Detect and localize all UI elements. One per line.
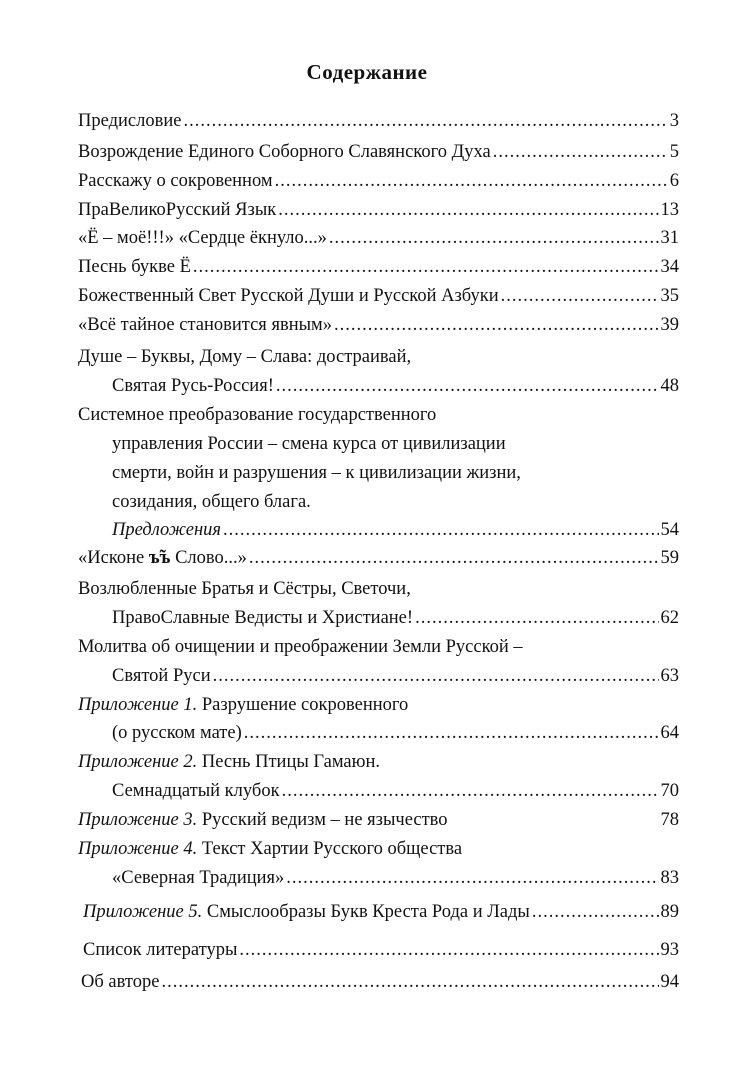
toc-entry-title-cont: управления России – смена курса от цивилизации (112, 434, 506, 454)
toc-entry[interactable] (83, 899, 679, 925)
appendix-label: Приложение 5. (83, 902, 203, 922)
page-title: Содержание (306, 60, 428, 84)
leader-dots (415, 605, 658, 631)
toc-entry-title-cont: Святая Русь-Россия! (112, 376, 274, 396)
toc-page-number: 6 (669, 171, 679, 191)
toc-page-number: 93 (660, 940, 679, 960)
toc-page-number: 39 (660, 315, 679, 335)
toc-entry-title: Об авторе (81, 972, 160, 992)
leader-dots (213, 663, 659, 689)
toc-entry-title[interactable]: Системное преобразование государственного (78, 405, 437, 425)
toc-page-number: 83 (660, 868, 679, 888)
toc-entry-subtitle: Предложения (112, 520, 222, 540)
toc-page-number: 78 (660, 810, 679, 830)
appendix-label: Приложение 2. (78, 752, 198, 772)
toc-page-number: 13 (660, 200, 679, 220)
toc-entry[interactable] (112, 517, 679, 543)
toc-entry-title[interactable]: Возлюбленные Братья и Сёстры, Светочи, (78, 579, 411, 599)
toc-entry[interactable] (78, 197, 679, 223)
toc-entry-title-cont: Семнадцатый клубок (112, 781, 280, 801)
title-part: Русский ведизм – не язычество (197, 810, 448, 830)
leader-dots (244, 720, 659, 746)
toc-entry[interactable] (112, 373, 679, 399)
toc-entry-title: ПраВеликоРусский Язык (78, 200, 277, 220)
appendix-label: Приложение 3. (78, 810, 198, 830)
leader-dots (239, 937, 658, 963)
toc-entry[interactable] (81, 969, 679, 995)
leader-dots (193, 254, 659, 280)
toc-entry-title[interactable] (78, 749, 380, 775)
leader-dots (278, 197, 658, 223)
toc-page-number: 31 (660, 228, 679, 248)
slavonic-glyph: ъ̃ъ (148, 548, 171, 568)
toc-entry-title: «Всё тайное становится явным» (78, 315, 332, 335)
appendix-label: Приложение 4. (78, 839, 198, 859)
title-part: Смыслообразы Букв Креста Рода и Лады (202, 902, 530, 922)
toc-entry[interactable] (112, 605, 679, 631)
toc-page-number: 54 (660, 520, 679, 540)
toc-entry-title (83, 899, 530, 925)
leader-dots (275, 168, 668, 194)
toc-entry-title[interactable] (78, 836, 462, 862)
leader-dots (282, 778, 659, 804)
toc-entry-title (78, 807, 448, 833)
toc-entry-title: «Ё – моё!!!» «Сердце ёкнуло...» (78, 228, 327, 248)
toc-entry[interactable] (78, 283, 679, 309)
toc-entry-title-cont: (о русском мате) (112, 723, 242, 743)
toc-entry[interactable] (78, 168, 679, 194)
toc-entry[interactable] (78, 545, 679, 571)
leader-dots (223, 517, 658, 543)
toc-page-number: 94 (660, 972, 679, 992)
leader-dots (329, 225, 659, 251)
toc-entry-title[interactable]: Душе – Буквы, Дому – Слава: достраивай, (78, 347, 412, 367)
leader-dots (249, 545, 659, 571)
toc-page-number: 34 (660, 257, 679, 277)
toc-page-number: 48 (660, 376, 679, 396)
toc-entry[interactable] (78, 807, 679, 833)
toc-entry[interactable] (78, 108, 679, 134)
toc-entry-title-cont: Святой Руси (112, 666, 211, 686)
toc-page-number: 35 (660, 286, 679, 306)
toc-entry-title (78, 545, 247, 571)
leader-dots (493, 139, 668, 165)
toc-entry[interactable] (78, 254, 679, 280)
toc-entry-title-cont: созидания, общего блага. (112, 492, 311, 512)
toc-page-number: 70 (660, 781, 679, 801)
toc-page-number: 5 (669, 142, 679, 162)
leader-dots (183, 108, 667, 134)
toc-entry-title: Список литературы (83, 940, 238, 960)
toc-entry-title: Расскажу о сокровенном (78, 171, 273, 191)
title-part: Текст Хартии Русского общества (197, 839, 463, 859)
toc-entry-title-cont: «Северная Традиция» (112, 868, 285, 888)
appendix-label: Приложение 1. (78, 695, 198, 715)
toc-entry-title[interactable] (78, 692, 408, 718)
leader-dots (501, 283, 659, 309)
toc-page-number: 64 (660, 723, 679, 743)
leader-dots (161, 969, 658, 995)
toc-page-number: 3 (669, 111, 679, 131)
leader-dots (276, 373, 659, 399)
title-part: Песнь Птицы Гамаюн. (197, 752, 380, 772)
toc-entry-title-cont: ПравоСлавные Ведисты и Христиане! (112, 608, 414, 628)
title-part: Слово...» (170, 548, 247, 568)
toc-entry[interactable] (112, 865, 679, 891)
toc-page-number: 63 (660, 666, 679, 686)
toc-entry-title: Предисловие (78, 111, 182, 131)
toc-entry-title: Песнь букве Ё (78, 257, 191, 277)
title-part: «Исконе (78, 548, 149, 568)
toc-entry[interactable] (78, 225, 679, 251)
toc-entry[interactable] (112, 720, 679, 746)
toc-entry-title: Божественный Свет Русской Души и Русской Азбуки (78, 286, 499, 306)
title-part: Разрушение сокровенного (197, 695, 409, 715)
toc-page-number: 62 (660, 608, 679, 628)
toc-entry[interactable] (83, 937, 679, 963)
toc-page-number: 89 (660, 902, 679, 922)
toc-entry[interactable] (112, 778, 679, 804)
toc-entry-title-cont: смерти, войн и разрушения – к цивилизации жизни, (112, 463, 521, 483)
toc-page-number: 59 (660, 548, 679, 568)
leader-dots (532, 899, 659, 925)
toc-entry[interactable] (112, 663, 679, 689)
toc-entry[interactable] (78, 312, 679, 338)
toc-entry-title: Возрождение Единого Соборного Славянского Духа (78, 142, 491, 162)
toc-entry[interactable] (78, 139, 679, 165)
toc-entry-title[interactable]: Молитва об очищении и преображении Земли Русской – (78, 637, 523, 657)
leader-dots (334, 312, 659, 338)
leader-dots (286, 865, 658, 891)
